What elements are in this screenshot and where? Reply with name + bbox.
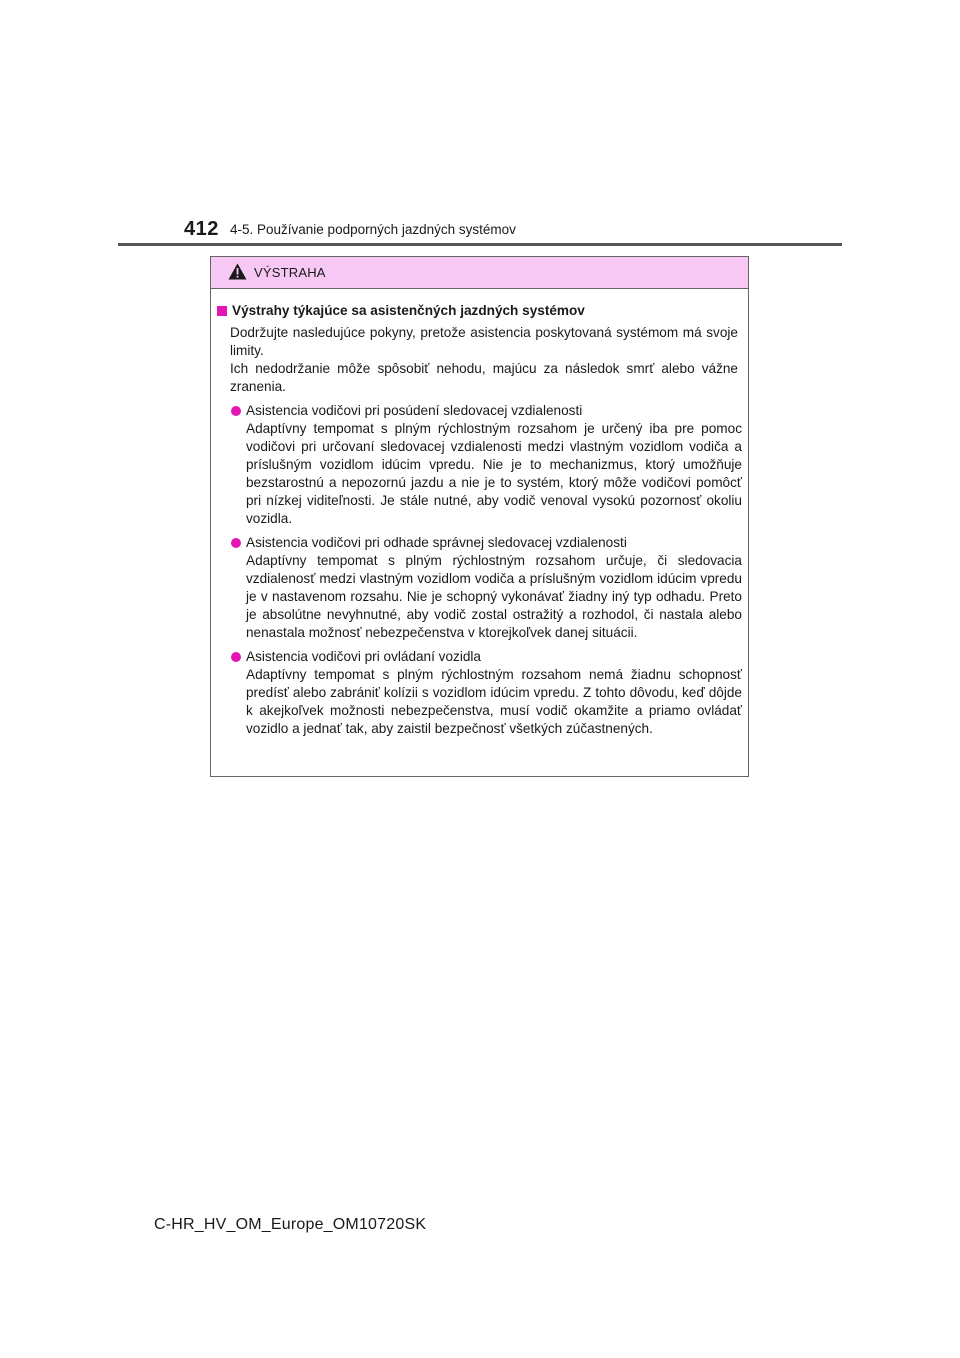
list-item xyxy=(217,534,742,642)
square-bullet-icon xyxy=(217,306,227,316)
warning-topic-text: Výstrahy týkajúce sa asistenčných jazdných systémov xyxy=(232,303,585,318)
intro-paragraph: Ich nedodržanie môže spôsobiť nehodu, majúcu za následok smrť alebo vážne zranenia. xyxy=(230,361,738,394)
circle-bullet-icon xyxy=(231,652,241,662)
list-item-body: Adaptívny tempomat s plným rýchlostným rozsahom určuje, či sledovacia vzdialenosť medzi vlastným vozidlom vodiča a príslušným vozidlom idúcim vpredu je v nastavenom rozsahu. Nie je schopný vykonávať žiadny iný typ odhadu. Preto je absolútne nevyhnutné, aby vodič zostal ostražitý a rozhodol, či nastala alebo nenastala možnosť nebezpečenstva v ktorejkoľvek danej situácii. xyxy=(246,553,742,640)
page-number: 412 xyxy=(184,218,219,240)
warning-header xyxy=(211,257,748,289)
list-item-title: Asistencia vodičovi pri odhade správnej sledovacej vzdialenosti xyxy=(246,535,627,550)
list-item-body: Adaptívny tempomat s plným rýchlostným rozsahom je určený iba pre pomoc vodičovi pri určovaní sledovacej vzdialenosti medzi vlastným vozidlom vodiča a príslušným vozidlom idúcim vpredu. Nie je to mechanizmus, ktorý umožňuje bezstarostnú a nepozornú jazdu a nie je to systém, ktorý môže vodičovi pomôcť pri nízkej viditeľnosti. Je stále nutné, aby vodič venoval vysokú pozornosť okoliu vozidla. xyxy=(246,421,742,526)
warning-triangle-icon xyxy=(228,263,247,280)
circle-bullet-icon xyxy=(231,538,241,548)
list-item-title: Asistencia vodičovi pri posúdení sledovacej vzdialenosti xyxy=(246,403,583,418)
warning-topic xyxy=(217,302,742,320)
intro-paragraph: Dodržujte nasledujúce pokyny, pretože asistencia poskytovaná systémom má svoje limity. xyxy=(230,325,738,358)
list-item-body: Adaptívny tempomat s plným rýchlostným rozsahom nemá žiadnu schopnosť predísť alebo zabrániť kolízii s vozidlom idúcim vpredu. Z tohto dôvodu, keď dôjde k akejkoľvek možnosti nebezpečenstva, musí vodič okamžite a priamo ovládať vozidlo a jednať tak, aby zaistil bezpečnosť všetkých zúčastnených. xyxy=(246,667,742,736)
header-divider xyxy=(118,243,842,246)
page-header xyxy=(118,214,842,246)
list-item xyxy=(217,648,742,738)
section-title: 4-5. Používanie podporných jazdných systémov xyxy=(230,222,516,237)
warning-body xyxy=(211,289,748,738)
circle-bullet-icon xyxy=(231,406,241,416)
list-item-title: Asistencia vodičovi pri ovládaní vozidla xyxy=(246,649,481,664)
warning-box xyxy=(210,256,749,777)
warning-title: VÝSTRAHA xyxy=(254,265,326,280)
document-code: C-HR_HV_OM_Europe_OM10720SK xyxy=(154,1216,427,1233)
warning-intro xyxy=(217,324,742,396)
list-item xyxy=(217,402,742,528)
